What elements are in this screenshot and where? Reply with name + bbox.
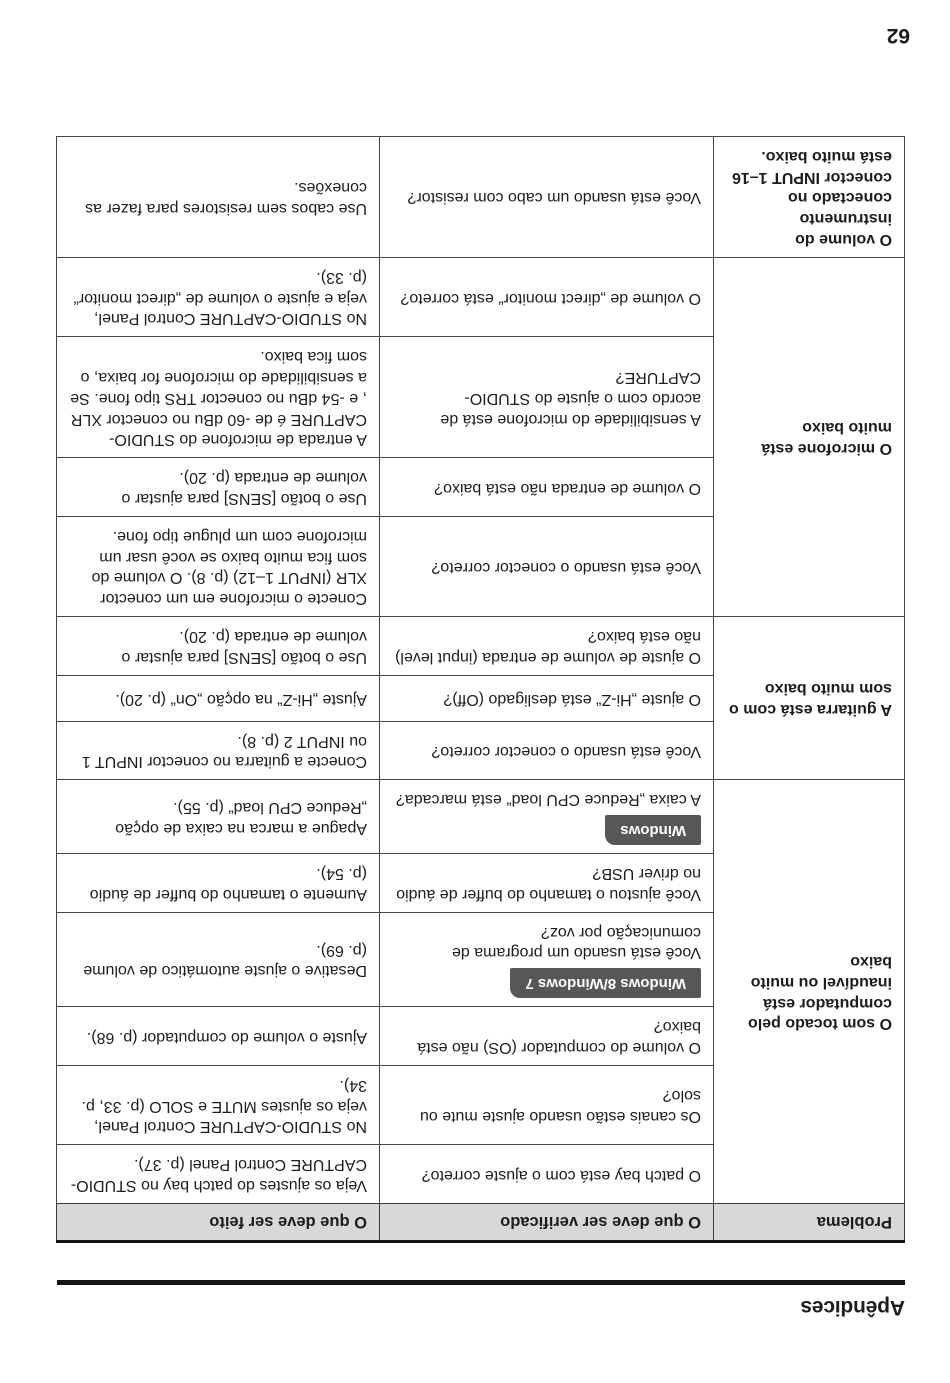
check-cell: O volume do computador (OS) não está baixo? <box>380 1007 714 1066</box>
action-cell: Use cabos sem resistores para fazer as conexões. <box>57 137 380 258</box>
check-cell <box>380 912 714 1007</box>
action-cell: Apague a marca na caixa de opção „Reduce CPU load“ (p. 55). <box>57 780 380 854</box>
table-row <box>57 721 905 780</box>
os-badge: Windows 8/Windows 7 <box>510 968 701 998</box>
action-cell: Conecte o microfone em um conector XLR (INPUT 1–12) (p. 8). O volume do som fica muito baixo se você usar um microfone com um plugue tipo fone. <box>57 517 380 617</box>
troubleshooting-table <box>56 136 905 1243</box>
action-cell: Use o botão [SENS] para ajustar o volume de entrada (p. 20). <box>57 458 380 517</box>
check-text: Você está usando um programa de comunicação por voz? <box>451 923 701 962</box>
table-row <box>57 517 905 617</box>
check-cell: O ajuste de volume de entrada (input level) não está baixo? <box>380 617 714 676</box>
check-text: A caixa „Reduce CPU load“ está marcada? <box>395 791 701 809</box>
action-cell: No STUDIO-CAPTURE Control Panel, veja e ajuste o volume de „direct monitor“ (p. 33). <box>57 258 380 337</box>
action-cell: Ajuste o volume do computador (p. 68). <box>57 1007 380 1066</box>
column-header-verificado: O que deve ser verificado <box>380 1204 714 1242</box>
title-rule <box>57 1280 905 1285</box>
check-cell: Você está usando um cabo com resistor? <box>380 137 714 258</box>
check-cell: Você está usando o conector correto? <box>380 721 714 780</box>
action-cell: Use o botão [SENS] para ajustar o volume de entrada (p. 20). <box>57 617 380 676</box>
check-cell: O ajuste „Hi-Z“ está desligado (Off)? <box>380 675 714 721</box>
check-cell <box>380 780 714 854</box>
column-header-problema: Problema <box>714 1204 905 1242</box>
action-cell: Aumente o tamanho do buffer de áudio (p. 54). <box>57 854 380 913</box>
problem-cell: O som tocado pelo computador está inaudível ou muito baixo <box>714 780 905 1204</box>
check-cell: O volume de entrada não está baixo? <box>380 458 714 517</box>
action-cell: A entrada de microfone do STUDIO-CAPTURE é de -60 dBu no conector XLR , e -54 dBu no conector TRS tipo fone. Se a sensibilidade do microfone for baixa, o som fica baixo. <box>57 337 380 458</box>
check-cell: Os canais estão usando ajuste mute ou solo? <box>380 1066 714 1145</box>
check-cell: O volume de „direct monitor“ está correto? <box>380 258 714 337</box>
page-number: 62 <box>886 24 910 47</box>
problem-cell: O volume do instrumento conectado no conector INPUT 1–16 está muito baixo. <box>714 137 905 258</box>
problem-cell: O microfone está muito baixo <box>714 258 905 617</box>
action-cell: Desative o ajuste automático de volume (p. 69). <box>57 912 380 1007</box>
action-cell: Ajuste „Hi-Z“ na opção „On“ (p. 20). <box>57 675 380 721</box>
action-cell: Veja os ajustes do patch bay no STUDIO-CAPTURE Control Panel (p. 37). <box>57 1145 380 1204</box>
check-cell: O patch bay está com o ajuste correto? <box>380 1145 714 1204</box>
check-cell: Você está usando o conector correto? <box>380 517 714 617</box>
page-title: Apêndices <box>800 1296 905 1319</box>
problem-cell: A guitarra está com o som muito baixo <box>714 617 905 780</box>
check-cell: A sensibilidade do microfone está de acordo com o ajuste do STUDIO-CAPTURE? <box>380 337 714 458</box>
column-header-feito: O que deve ser feito <box>57 1204 380 1242</box>
table-row <box>57 1145 905 1204</box>
action-cell: Conecte a guitarra no conector INPUT 1 ou INPUT 2 (p. 8). <box>57 721 380 780</box>
os-badge: Windows <box>605 815 701 845</box>
table-row <box>57 137 905 258</box>
action-cell: No STUDIO-CAPTURE Control Panel, veja os ajustes MUTE e SOLO (p. 33, p. 34). <box>57 1066 380 1145</box>
table-header-row <box>57 1204 905 1242</box>
check-cell: Você ajustou o tamanho do buffer de áudio no driver USB? <box>380 854 714 913</box>
